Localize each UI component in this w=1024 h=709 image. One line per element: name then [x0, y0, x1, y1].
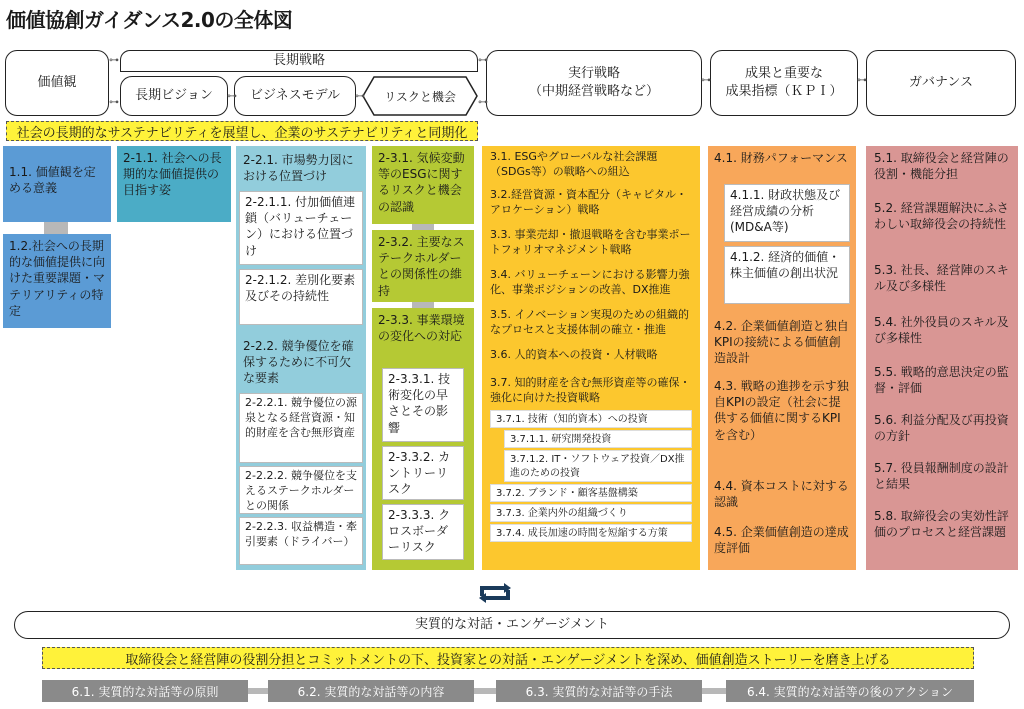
item-2-2-1: 2-2.1. 市場勢力図における位置づけ — [243, 153, 354, 184]
item-2-3-3 — [372, 308, 474, 570]
item-5-3: 5.3. 社長、経営陣のスキル及び多様性 — [874, 263, 1009, 294]
engagement-box — [14, 611, 1010, 639]
item-5-5: 5.5. 戦略的意思決定の監督・評価 — [874, 365, 1009, 396]
cycle-arrows-icon — [476, 582, 514, 604]
chain-link-icon: ⊶ — [109, 97, 119, 108]
item-1-2-text: 1.2.社会への長期的な価値提供に向けた重要課題・マテリアリティの特定 — [9, 239, 106, 318]
chain-link-icon: ⊶ — [227, 91, 237, 102]
item-2-2-1-2: 2-2.1.2. 差別化要素及びその持続性 — [239, 269, 363, 325]
dialogue-6-4: 6.4. 実質的な対話等の後のアクション — [726, 680, 974, 702]
kpi-line2: 成果指標（ＫＰＩ） — [725, 84, 843, 99]
vision-box — [120, 76, 228, 116]
item-2-3-2 — [372, 230, 474, 302]
item-4-1-1: 4.1.1. 財政状態及び経営成績の分析(MD&A等) — [724, 184, 850, 242]
top-banner: 社会の長期的なサステナビリティを展望し、企業のサステナビリティと同期化 — [6, 121, 478, 141]
long-term-label: 長期戦略 — [272, 53, 325, 69]
value-box — [5, 50, 109, 116]
item-3-7-1: 3.7.1. 技術（知的資本）への投資 — [490, 410, 692, 428]
item-1-1 — [3, 146, 111, 222]
item-5-7: 5.7. 役員報酬制度の設計と結果 — [874, 461, 1009, 492]
item-2-2-2-2: 2-2.2.2. 競争優位を支えるステークホルダーとの関係 — [239, 466, 363, 514]
item-5-2: 5.2. 経営課題解決にふさわしい取締役会の持続性 — [874, 201, 1009, 232]
item-2-3-3-3: 2-3.3.3. クロスボーダーリスク — [382, 504, 464, 560]
chain-link-icon: ⊶ — [701, 75, 711, 86]
dialogue-6-2: 6.2. 実質的な対話等の内容 — [268, 680, 474, 702]
execution-strategy-box — [486, 50, 702, 116]
long-term-strategy-box — [120, 50, 478, 72]
item-2-2-2-3: 2-2.2.3. 収益構造・牽引要素（ドライバー） — [239, 517, 363, 565]
execution-line2: （中期経営戦略など） — [528, 84, 659, 99]
item-3-4: 3.4. バリューチェーンにおける影響力強化、事業ポジションの改善、DX推進 — [490, 268, 690, 296]
item-3-7-3: 3.7.3. 企業内外の組織づくり — [490, 504, 692, 522]
item-3-6: 3.6. 人的資本への投資・人材戦略 — [490, 348, 658, 361]
item-2-1-1-text: 2-1.1. 社会への長期的な価値提供の目指す姿 — [123, 151, 222, 198]
governance-label: ガバナンス — [909, 75, 973, 91]
business-model-label: ビジネスモデル — [250, 88, 340, 104]
item-3-3: 3.3. 事業売却・撤退戦略を含む事業ポートフォリオマネジメント戦略 — [490, 228, 691, 256]
item-3-7: 3.7. 知的財産を含む無形資産等の確保・強化に向けた投資戦略 — [490, 376, 691, 404]
item-3-5: 3.5. イノベーション実現のための組織的なプロセスと支援体制の確立・推進 — [490, 308, 689, 336]
item-2-1-1 — [117, 146, 231, 222]
item-5-6: 5.6. 利益分配及び再投資の方針 — [874, 413, 1009, 444]
item-3-7-4: 3.7.4. 成長加速の時間を短縮する方策 — [490, 524, 692, 542]
dialogue-6-1: 6.1. 実質的な対話等の原則 — [42, 680, 248, 702]
item-2-3-2-text: 2-3.2. 主要なステークホルダーとの関係性の維持 — [378, 235, 465, 298]
column-5 — [866, 146, 1018, 570]
chain-link-icon: ⊶ — [857, 75, 867, 86]
item-5-8: 5.8. 取締役会の実効性評価のプロセスと経営課題 — [874, 509, 1009, 540]
execution-line1: 実行戦略 — [567, 66, 620, 82]
item-4-5: 4.5. 企業価値創造の達成度評価 — [714, 525, 849, 556]
chain-link-icon: ⊶ — [109, 55, 119, 66]
value-label: 価値観 — [37, 75, 77, 91]
column-3 — [482, 146, 700, 570]
engagement-label: 実質的な対話・エンゲージメント — [414, 617, 610, 633]
item-3-1: 3.1. ESGやグローバルな社会課題（SDGs等）の戦略への組込 — [490, 150, 658, 178]
item-1-2 — [3, 234, 111, 328]
item-4-4: 4.4. 資本コストに対する認識 — [714, 479, 849, 510]
page-title: 価値協創ガイダンス2.0の全体図 — [6, 8, 293, 32]
kpi-line1: 成果と重要な — [744, 66, 823, 82]
item-2-3-3-1: 2-3.3.1. 技術変化の早さとその影響 — [382, 368, 464, 442]
item-3-7-1-2: 3.7.1.2. IT・ソフトウェア投資／DX推進のための投資 — [504, 450, 692, 482]
chain-link-icon: ⊶ — [355, 91, 365, 102]
item-3-7-1-1: 3.7.1.1. 研究開発投資 — [504, 430, 692, 448]
connector — [44, 222, 68, 234]
item-2-2-1-1: 2-2.1.1. 付加価値連鎖（バリューチェーン）における位置づけ — [239, 191, 363, 265]
item-2-3-1 — [372, 146, 474, 224]
item-2-2-2: 2-2.2. 競争優位を確保するために不可欠な要素 — [243, 339, 354, 386]
column-4 — [708, 146, 856, 570]
item-5-1: 5.1. 取締役会と経営陣の役割・機能分担 — [874, 151, 1009, 182]
item-4-2: 4.2. 企業価値創造と独自KPIの接続による価値創造設計 — [714, 319, 849, 366]
item-2-3-3-2: 2-3.3.2. カントリーリスク — [382, 446, 464, 500]
item-2-2-2-1: 2-2.2.1. 競争優位の源泉となる経営資源・知的財産を含む無形資産 — [239, 393, 363, 463]
chain-link-icon: ⊶ — [478, 97, 488, 108]
chain-link-icon: ⊶ — [478, 55, 488, 66]
dialogue-6-3: 6.3. 実質的な対話等の手法 — [496, 680, 702, 702]
risk-label: リスクと機会 — [384, 89, 456, 104]
kpi-box — [710, 50, 858, 116]
column-2-2 — [236, 146, 366, 570]
bottom-banner: 取締役会と経営陣の役割分担とコミットメントの下、投資家との対話・エンゲージメントを深め、価値創造ストーリーを磨き上げる — [42, 647, 974, 669]
item-4-1-2: 4.1.2. 経済的価値・株主価値の創出状況 — [724, 246, 850, 304]
item-2-3-1-text: 2-3.1. 気候変動等のESGに関するリスクと機会の認識 — [378, 151, 465, 214]
item-4-3: 4.3. 戦略の進捗を示す独自KPIの設定（社会に提供する価値に関するKPIを含む） — [714, 379, 849, 442]
governance-box — [866, 50, 1016, 116]
item-4-1: 4.1. 財務パフォーマンス — [714, 151, 848, 165]
item-3-7-2: 3.7.2. ブランド・顧客基盤構築 — [490, 484, 692, 502]
item-2-3-3-text: 2-3.3. 事業環境の変化への対応 — [378, 313, 465, 344]
item-3-2: 3.2.経営資源・資本配分（キャピタル・アロケーション）戦略 — [490, 188, 687, 216]
business-model-box — [234, 76, 356, 116]
vision-label: 長期ビジョン — [135, 88, 213, 104]
item-1-1-text: 1.1. 価値観を定める意義 — [9, 165, 96, 196]
item-5-4: 5.4. 社外役員のスキル及び多様性 — [874, 315, 1009, 346]
